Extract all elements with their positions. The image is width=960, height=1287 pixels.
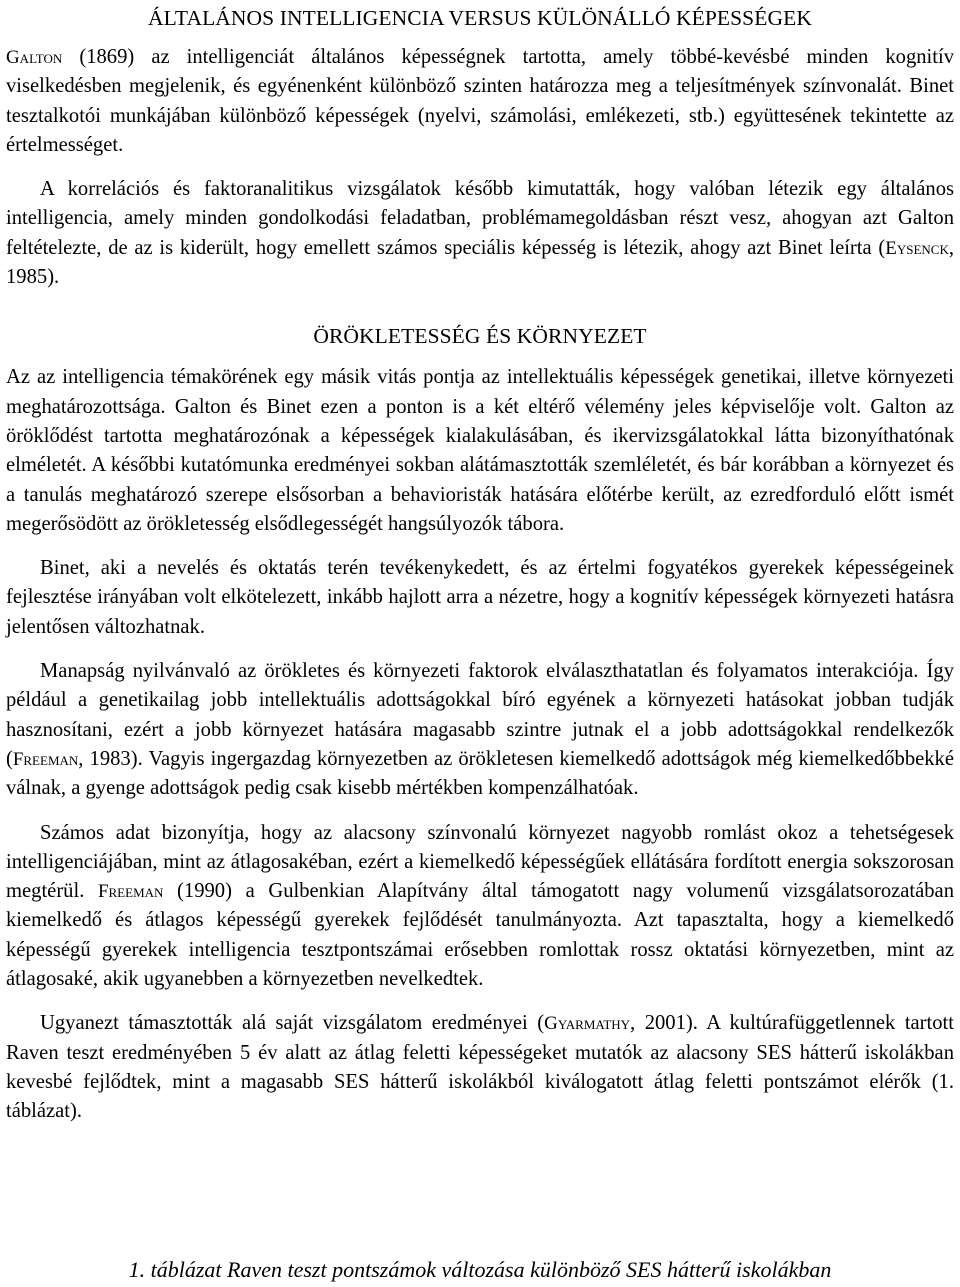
paragraph-text: A korrelációs és faktoranalitikus vizsgálatok később kimutatták, hogy valóban létezik egy általános intelligencia, amely minden gondolkodási feladatban, problémamegoldásban részt vesz, ahogyan azt Galton feltételezte, de az is kiderült, hogy emellett számos speciális képesség is létezik, ahogy azt Binet leírta ( (6, 178, 954, 259)
paragraph-text: Binet, aki a nevelés és oktatás terén tevékenykedett, és az értelmi fogyatékos gyerekek képességeinek fejlesztése irányában volt elkötelezett, inkább hajlott arra a nézetre, hogy a kognitív képességek környezeti hatásra jelentősen változhatnak. (6, 557, 954, 638)
paragraph-text: Számos adat bizonyítja, hogy az alacsony színvonalú környezet nagyobb romlást okoz a tehetségesek intelligenciájában, mint az átlagosakéban, ezért a kiemelkedő képességűek ellátására fordított energia sokszorosan megtérül. (6, 821, 954, 903)
author-name: Eysenck (885, 237, 949, 259)
paragraph-text: , 2001). A kultúrafüggetlennek tartott Raven teszt eredményében 5 év alatt az átlag feletti képességeket mutatók az alacsony SES hátterű iskolákban kevesbé fejlődtek, mint a magasabb SES hátterű iskolákból kiválogatott átlag feletti pontszámot elérők (1. táblázat). (6, 1012, 954, 1123)
section-title-general-intelligence: ÁLTALÁNOS INTELLIGENCIA VERSUS KÜLÖNÁLLÓ KÉPESSÉGEK (148, 6, 812, 30)
paragraph-own-study (6, 1009, 954, 1126)
table-caption: 1. táblázat Raven teszt pontszámok változása különböző SES hátterű iskolákban (128, 1257, 832, 1282)
author-name: Gyarmathy (544, 1013, 631, 1035)
paragraph-binet-view (6, 554, 954, 642)
section-title-heredity-environment: ÖRÖKLETESSÉG ÉS KÖRNYEZET (313, 324, 647, 349)
paragraph-low-environment (6, 819, 954, 995)
paragraph-text: Az az intelligencia témakörének egy másik vitás pontja az intellektuális képességek genetikai, illetve környezeti meghatározottsága. Galton és Binet ezen a ponton is a két eltérő vélemény jeles képviselője volt. Galton az öröklődést tartotta meghatározónak a képességek kialakulásában, és ikervizsgálatokkal látta bizonyíthatónak elméletét. A későbbi kutatómunka eredményei sokban alátámasztották szemléletét, és bár korábban a környezet és a tanulás meghatározó szerepe elsősorban a behavioristák hatására előtérbe került, az ezredforduló előtt ismét megerősödött az örökletesség elsődlegességét hangsúlyozók tábora. (6, 366, 954, 535)
paragraph-text: (1990) a Gulbenkian Alapítvány által támogatott nagy volumenű vizsgálatsorozatában kiemelkedő és átlagos képességű gyerekek fejlődését tanulmányozta. Azt tapasztalta, hogy a kiemelkedő képességű gyerekek intelligencia tesztpontszámai erősebben romlottak rossz oktatási környezetben, mint az átlagosaké, akik ugyanebben a környezetben nevelkedtek. (6, 880, 954, 991)
paragraph-text: , 1983). Vagyis ingergazdag környezetben az örökletesen kiemelkedő adottságok még kiemelkedőbbekké válnak, a gyenge adottságok pedig csak kisebb mértékben kompenzálhatóak. (6, 747, 954, 800)
paragraph-galton-binet (6, 43, 954, 160)
paragraph-heredity-debate (6, 363, 954, 539)
paragraph-text: Ugyanezt támasztották alá saját vizsgálatom eredményei ( (40, 1012, 545, 1035)
author-name: Galton (6, 47, 63, 68)
paragraph-text: Manapság nyilvánvaló az örökletes és környezeti faktorok elválaszthatatlan és folyamatos interakciója. Így például a genetikailag jobb intellektuális adottságokkal bíró egyének a környezeti hatásokat jobban tudják hasznosítani, ezért a jobb környezet hatására magasabb szintre jutnak el a jobb adottságokkal rendelkezők ( (6, 660, 954, 770)
document-page (6, 0, 954, 1127)
paragraph-interaction (6, 657, 954, 803)
author-name: Freeman (97, 881, 164, 903)
author-name: Freeman (12, 748, 79, 770)
paragraph-text: , 1985). (6, 236, 954, 289)
paragraph-text: (1869) az intelligenciát általános képességnek tartotta, amely többé-kevésbé minden kognitív viselkedésben megjelenik, és egyénenként különböző szinten határozza meg a teljesítmények színvonalát. Binet tesztalkotói munkájában különböző képességek (nyelvi, számolási, emlékezeti, stb.) együttesének tekintette az értelmességet. (6, 46, 954, 156)
paragraph-correlation-studies (6, 175, 954, 292)
